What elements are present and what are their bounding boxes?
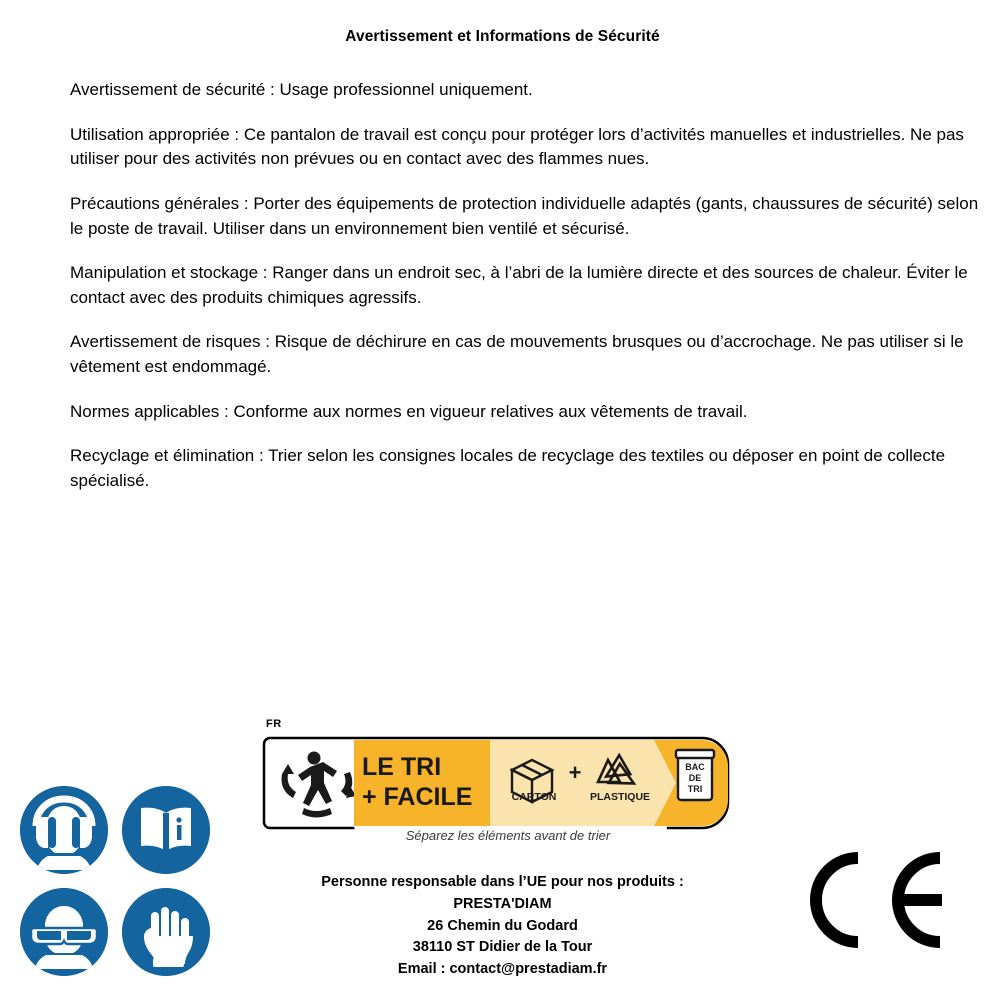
address-line-1-suffix: pour nos produits :	[546, 874, 684, 890]
safety-information-text	[70, 78, 990, 494]
country-code-tag: FR	[266, 718, 282, 730]
contact-email: Email : contact@prestadiam.fr	[397, 961, 608, 977]
recycling-sorting-label	[262, 718, 730, 848]
address-line-1-prefix: Personne responsable dans l’	[321, 874, 527, 890]
triman-headline-line1: LE TRI	[362, 753, 442, 781]
triman-plus: +	[568, 760, 582, 785]
paragraph: Précautions générales : Porter des équipements de protection individuelle adaptés (gants, chaussures de sécurité) selon le poste de travail. Utiliser dans un environnement bien ventilé et sécurisé.	[70, 193, 979, 238]
triman-headline-line2: + FACILE	[362, 783, 473, 811]
paragraph: Utilisation appropriée : Ce pantalon de travail est conçu pour protéger lors d’activités manuelles et industrielles. Ne pas utiliser pour des activités non prévues ou en contact avec des flammes nues.	[70, 124, 964, 169]
address-line-1-bold: UE	[526, 874, 547, 890]
paragraph: Avertissement de sécurité : Usage professionnel uniquement.	[70, 80, 533, 99]
triman-item-2: PLASTIQUE	[589, 791, 651, 803]
paragraph: Normes applicables : Conforme aux normes en vigueur relatives aux vêtements de travail.	[70, 401, 748, 421]
paragraph: Manipulation et stockage : Ranger dans un endroit sec, à l’abri de la lumière directe et des sources de chaleur. Éviter le contact avec des produits chimiques agressifs.	[70, 263, 968, 307]
triman-item-1: CARTON	[511, 791, 557, 803]
address-city: 38110 ST Didier de la Tour	[412, 939, 593, 956]
triman-footer: Séparez les éléments avant de trier	[405, 828, 611, 843]
triman-bin-line1: BAC	[685, 762, 705, 772]
page-title: Avertissement et Informations de Sécurité	[345, 28, 660, 45]
company-name: PRESTA'DIAM	[453, 895, 552, 912]
ce-mark-icon	[800, 852, 950, 948]
triman-bin-line2: DE	[688, 773, 702, 783]
paragraph: Avertissement de risques : Risque de déchirure en cas de mouvements brusques ou d’accrochage. Ne pas utiliser si le vêtement est endommagé.	[70, 332, 964, 377]
ear-protection-icon	[20, 786, 108, 874]
triman-label-graphic	[262, 718, 730, 848]
triman-bin-line3: TRI	[687, 784, 703, 794]
address-street: 26 Chemin du Godard	[427, 917, 578, 934]
read-instructions-icon	[122, 786, 210, 874]
paragraph: Recyclage et élimination : Trier selon les consignes locales de recyclage des textiles ou déposer en point de collecte spécialisé.	[70, 446, 946, 491]
